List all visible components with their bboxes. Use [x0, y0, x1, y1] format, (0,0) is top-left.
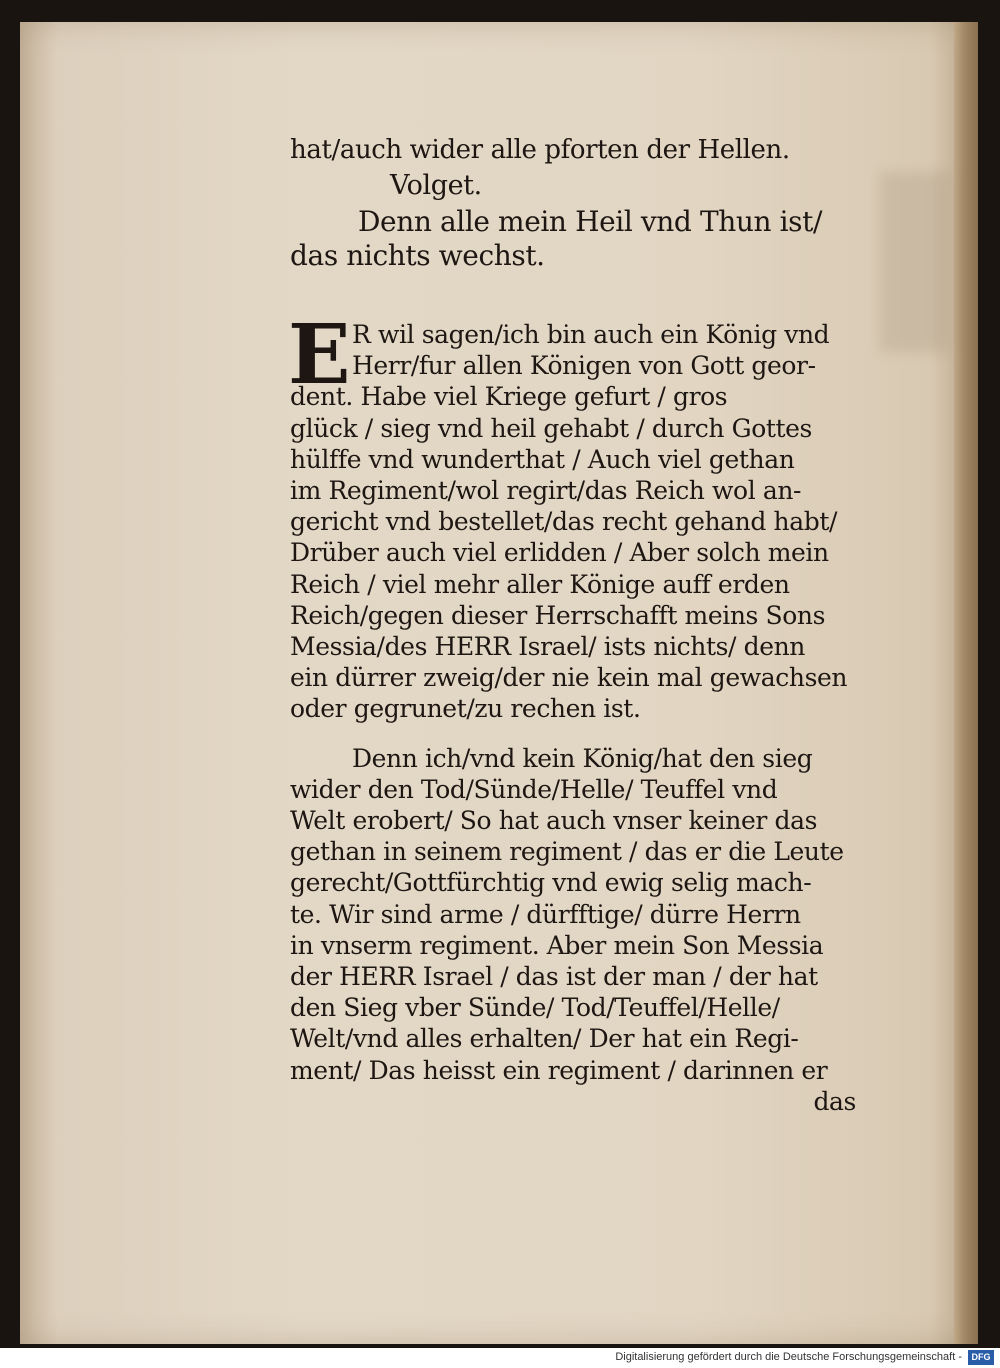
paragraph-2-line: in vnserm regiment. Aber mein Son Messia	[290, 930, 824, 960]
text-block	[290, 135, 870, 1117]
paragraph-1-line: ein dürrer zweig/der nie kein mal gewachsen	[290, 663, 848, 693]
drop-cap-initial: E	[288, 307, 351, 403]
paragraph-1-line: Drüber auch viel erlidden / Aber solch mein	[290, 538, 829, 568]
paragraph-1-line: glück / sieg vnd heil gehabt / durch Gottes	[290, 413, 812, 443]
paragraph-2-line: Denn ich/vnd kein König/hat den sieg	[352, 743, 813, 773]
page-edge	[954, 22, 978, 1344]
footer-credit: Digitalisierung gefördert durch die Deutsche Forschungsgemeinschaft -	[615, 1351, 962, 1363]
section-title: Volget.	[390, 170, 482, 201]
paragraph-1-line: oder gegrunet/zu rechen ist.	[290, 694, 641, 724]
paragraph-1-line: dent. Habe viel Kriege gefurt / gros	[290, 382, 728, 412]
paragraph-2-line: Welt erobert/ So hat auch vnser keiner das	[290, 806, 817, 836]
paragraph-1-line: hülffe vnd wunderthat / Auch viel gethan	[290, 444, 795, 474]
ink-bleed-through	[880, 172, 950, 352]
paragraph-2-line: gethan in seinem regiment / das er die Leute	[290, 837, 844, 867]
paragraph-2-line: gerecht/Gottfürchtig vnd ewig selig mach-	[290, 868, 812, 898]
paragraph-1-line: Reich / viel mehr aller Könige auff erden	[290, 569, 790, 599]
paragraph-1-line: gericht vnd bestellet/das recht gehand habt/	[290, 507, 837, 537]
header-line: hat/auch wider alle pforten der Hellen.	[290, 135, 790, 165]
footer-bar	[0, 1348, 1000, 1368]
paragraph-1-line: Herr/fur allen Königen von Gott geor-	[352, 351, 816, 381]
paragraph-2-line: ment/ Das heisst ein regiment / darinnen er	[290, 1055, 828, 1085]
verse-line-2: das nichts wechst.	[290, 239, 545, 272]
verse-line-1: Denn alle mein Heil vnd Thun ist/	[358, 205, 823, 238]
paragraph-1	[288, 307, 870, 725]
paragraph-1-line: im Regiment/wol regirt/das Reich wol an-	[290, 476, 802, 506]
paragraph-2-line: wider den Tod/Sünde/Helle/ Teuffel vnd	[290, 774, 778, 804]
catchword: das	[813, 1086, 856, 1116]
paragraph-1-line: R wil sagen/ich bin auch ein König vnd	[352, 320, 830, 349]
dfg-logo: DFG	[968, 1350, 994, 1365]
paragraph-1-line: Reich/gegen dieser Herrschafft meins Sons	[290, 600, 826, 630]
paragraph-2	[290, 743, 870, 1086]
paragraph-2-line: der HERR Israel / das ist der man / der hat	[290, 962, 818, 992]
paragraph-2-line: te. Wir sind arme / dürfftige/ dürre Herrn	[290, 899, 801, 929]
paragraph-1-line: Messia/des HERR Israel/ ists nichts/ denn	[290, 632, 806, 662]
paragraph-2-line: den Sieg vber Sünde/ Tod/Teuffel/Helle/	[290, 993, 780, 1023]
paragraph-2-line: Welt/vnd alles erhalten/ Der hat ein Regi-	[290, 1024, 799, 1054]
